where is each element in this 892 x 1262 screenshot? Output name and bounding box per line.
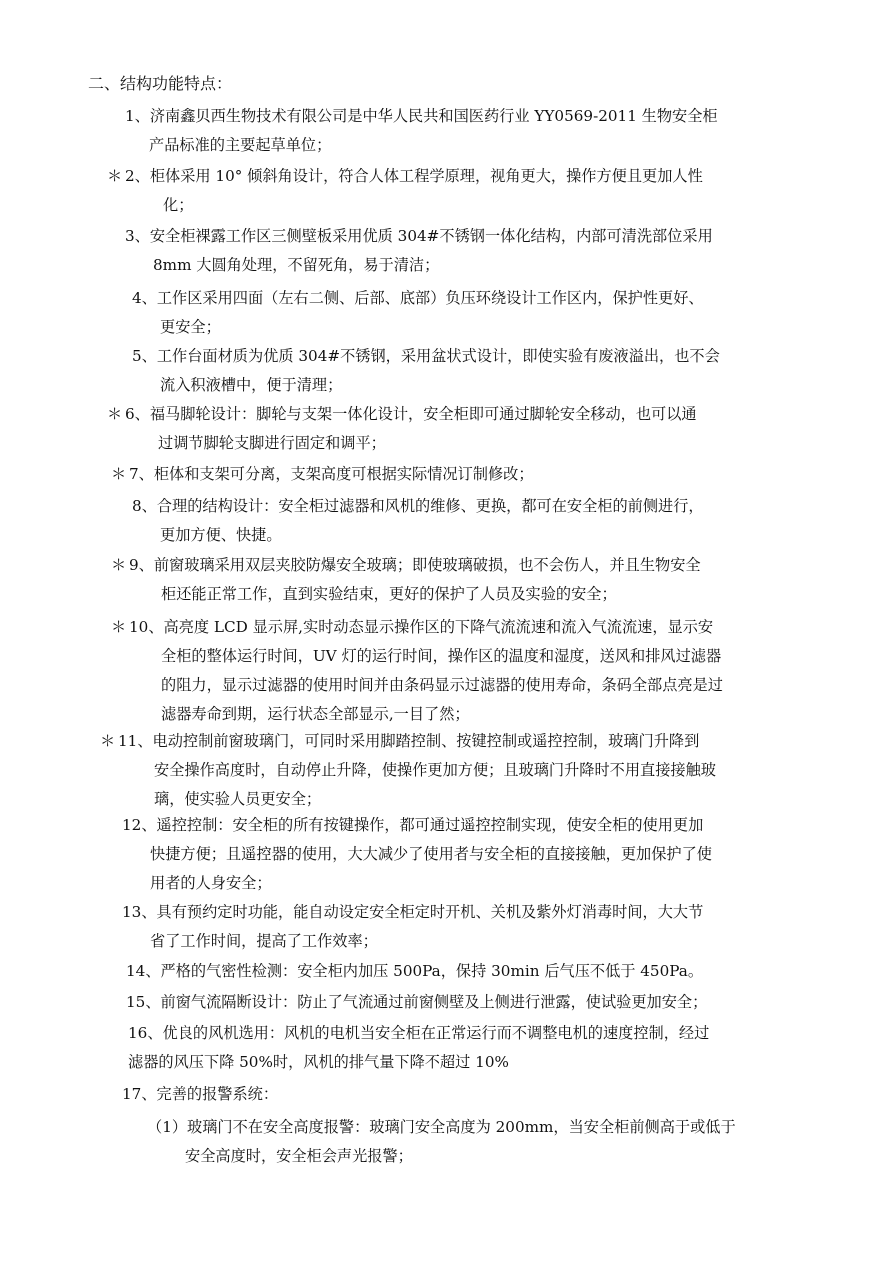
- list-item: [125, 102, 718, 160]
- star-marker: ＊: [111, 556, 127, 574]
- list-item: [132, 284, 704, 342]
- item-line: 8mm 大圆角处理，不留死角，易于清洁；: [153, 256, 440, 274]
- list-item: [126, 957, 703, 986]
- item-line: 安全高度时，安全柜会声光报警；: [185, 1147, 413, 1165]
- item-line: 用者的人身安全；: [150, 874, 272, 892]
- list-item: [132, 492, 704, 550]
- item-line: 化；: [163, 196, 194, 214]
- item-line: 10、高亮度 LCD 显示屏,实时动态显示操作区的下降气流流速和流入气流流速，显示安: [129, 618, 714, 636]
- list-item: [118, 727, 716, 814]
- item-line: 12、遥控控制：安全柜的所有按键操作，都可通过遥控控制实现，使安全柜的使用更加: [122, 816, 704, 834]
- item-line: 2、柜体采用 10° 倾斜角设计，符合人体工程学原理，视角更大，操作方便且更加人性: [125, 167, 703, 185]
- item-line: 9、前窗玻璃采用双层夹胶防爆安全玻璃；即使玻璃破损，也不会伤人，并且生物安全: [129, 556, 701, 574]
- item-line: 滤器的风压下降 50%时，风机的排气量下降不超过 10%: [128, 1053, 509, 1071]
- item-line: 17、完善的报警系统：: [122, 1085, 279, 1103]
- item-line: 璃，使实验人员更安全；: [154, 790, 322, 808]
- item-line: 15、前窗气流隔断设计：防止了气流通过前窗侧壁及上侧进行泄露，使试验更加安全；: [126, 993, 708, 1011]
- item-line: 3、安全柜裸露工作区三侧壁板采用优质 304#不锈钢一体化结构，内部可清洗部位采用: [125, 227, 713, 245]
- list-item: [122, 898, 703, 956]
- item-line: 全柜的整体运行时间，UV 灯的运行时间，操作区的温度和湿度，送风和排风过滤器: [161, 647, 722, 665]
- list-item: [125, 162, 703, 220]
- item-line: 的阻力，显示过滤器的使用时间并由条码显示过滤器的使用寿命，条码全部点亮是过: [161, 676, 723, 694]
- list-item: [125, 400, 697, 458]
- list-item: [129, 613, 723, 729]
- item-line: 柜还能正常工作，直到实验结束，更好的保护了人员及实验的安全；: [161, 585, 617, 603]
- item-line: 5、工作台面材质为优质 304#不锈钢，采用盆状式设计，即使实验有废液溢出，也不会: [132, 347, 720, 365]
- item-line: 1、济南鑫贝西生物技术有限公司是中华人民共和国医药行业 YY0569-2011 生物安全柜: [125, 107, 718, 125]
- list-item: [125, 222, 713, 280]
- star-marker: ＊: [107, 405, 123, 423]
- item-line: 6、福马脚轮设计：脚轮与支架一体化设计，安全柜即可通过脚轮安全移动，也可以通: [125, 405, 697, 423]
- item-line: 7、柜体和支架可分离，支架高度可根据实际情况订制修改；: [129, 465, 534, 483]
- item-line: 8、合理的结构设计：安全柜过滤器和风机的维修、更换，都可在安全柜的前侧进行，: [132, 497, 704, 515]
- star-marker: ＊: [107, 167, 123, 185]
- item-line: 4、工作区采用四面（左右二侧、后部、底部）负压环绕设计工作区内，保护性更好、: [132, 289, 704, 307]
- item-line: 过调节脚轮支脚进行固定和调平；: [158, 434, 386, 452]
- item-line: 安全操作高度时，自动停止升降，使操作更加方便；且玻璃门升降时不用直接接触玻: [154, 761, 716, 779]
- list-item: [129, 460, 534, 489]
- sub-list-item: [147, 1113, 736, 1171]
- list-item: [132, 342, 720, 400]
- item-line: （1）玻璃门不在安全高度报警：玻璃门安全高度为 200mm，当安全柜前侧高于或低于: [147, 1118, 736, 1136]
- item-line: 快捷方便；且遥控器的使用，大大减少了使用者与安全柜的直接接触，更加保护了使: [150, 845, 712, 863]
- star-marker: ＊: [111, 618, 127, 636]
- item-line: 省了工作时间，提高了工作效率；: [150, 932, 378, 950]
- list-item: [126, 988, 707, 1017]
- list-item: [122, 811, 712, 898]
- item-line: 11、电动控制前窗玻璃门，可同时采用脚踏控制、按键控制或遥控控制，玻璃门升降到: [118, 732, 700, 750]
- item-line: 16、优良的风机选用：风机的电机当安全柜在正常运行而不调整电机的速度控制，经过: [128, 1024, 710, 1042]
- list-item: [122, 1080, 278, 1109]
- item-line: 更安全；: [160, 318, 221, 336]
- item-line: 14、严格的气密性检测：安全柜内加压 500Pa，保持 30min 后气压不低于 450Pa。: [126, 962, 704, 980]
- star-marker: ＊: [111, 465, 127, 483]
- star-marker: ＊: [100, 732, 116, 750]
- item-line: 更加方便、快捷。: [160, 526, 282, 544]
- list-item: [128, 1019, 709, 1077]
- item-line: 产品标准的主要起草单位；: [149, 136, 332, 154]
- item-line: 流入积液槽中，便于清理；: [160, 376, 343, 394]
- item-line: 13、具有预约定时功能，能自动设定安全柜定时开机、关机及紫外灯消毒时间，大大节: [122, 903, 704, 921]
- list-item: [129, 551, 701, 609]
- section-heading: 二、结构功能特点：: [88, 74, 233, 93]
- item-line: 滤器寿命到期，运行状态全部显示,一目了然；: [161, 705, 470, 723]
